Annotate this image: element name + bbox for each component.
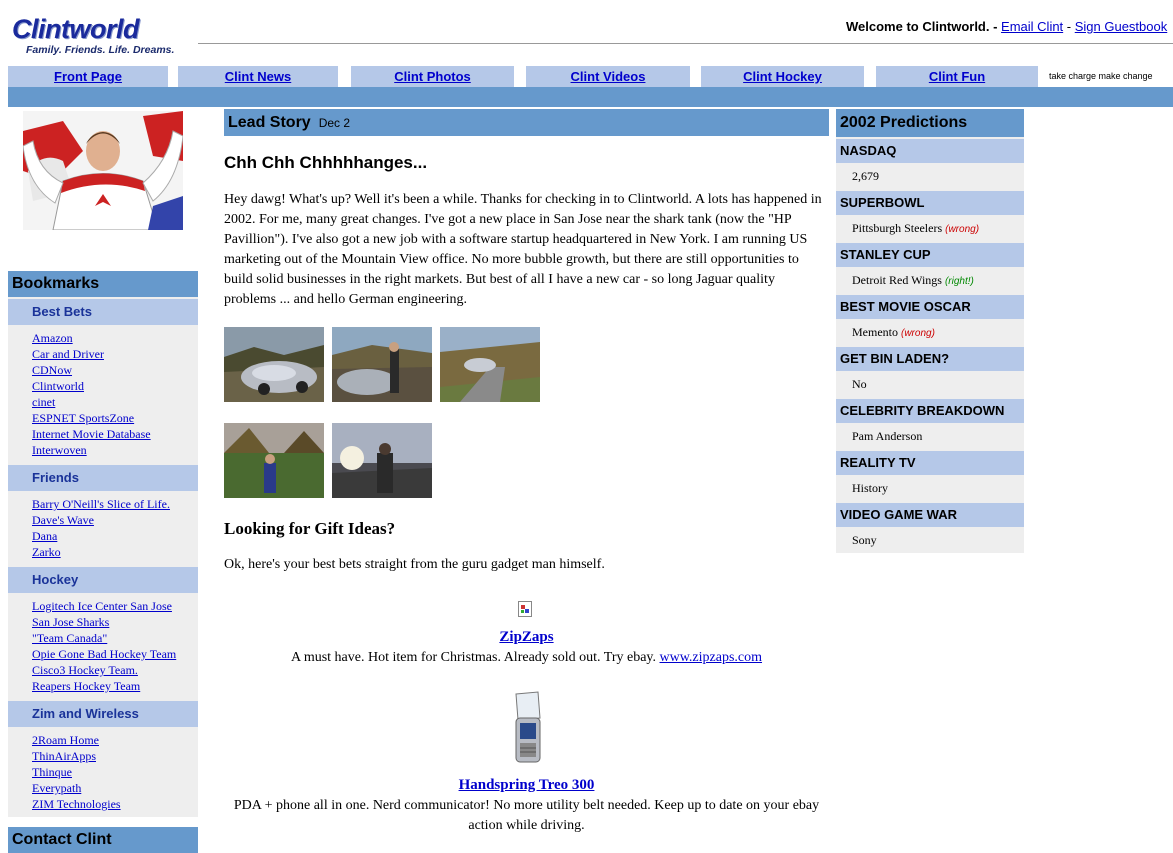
prediction-note: (wrong): [901, 328, 935, 339]
prediction-value: Pittsburgh Steelers: [852, 221, 943, 235]
bookmark-link[interactable]: Opie Gone Bad Hockey Team: [32, 647, 177, 661]
story-title: Chh Chh Chhhhhanges...: [224, 153, 428, 172]
friends-list: [8, 491, 198, 565]
list-item: [32, 426, 198, 442]
predictions-title: 2002 Predictions: [836, 109, 1024, 137]
bookmark-link[interactable]: CDNow: [32, 363, 73, 377]
welcome-separator: -: [1063, 19, 1075, 34]
bookmark-link[interactable]: cinet: [32, 395, 56, 409]
photo-thumbnail[interactable]: [440, 327, 540, 402]
nav-link-clint-hockey[interactable]: Clint Hockey: [743, 69, 822, 84]
list-item: [32, 614, 198, 630]
sign-guestbook-link[interactable]: Sign Guestbook: [1074, 19, 1168, 34]
prediction-category: REALITY TV: [836, 451, 1024, 475]
list-item: [32, 748, 198, 764]
nav-tab-clint-photos[interactable]: [351, 66, 514, 87]
list-item: [32, 544, 198, 560]
nav-tab-clint-hockey[interactable]: [701, 66, 864, 87]
hockey-list: [8, 593, 198, 699]
list-item: [32, 780, 198, 796]
list-item: [32, 442, 198, 458]
list-item: [32, 346, 198, 362]
prediction-value: Sony: [852, 533, 877, 547]
list-item: [32, 330, 198, 346]
prediction-note: (wrong): [945, 224, 980, 235]
prediction-value: Detroit Red Wings: [852, 273, 942, 287]
nav-tab-front-page[interactable]: [8, 66, 168, 87]
bookmark-link[interactable]: Reapers Hockey Team: [32, 679, 141, 693]
gift-name-link[interactable]: ZipZaps: [499, 629, 554, 645]
prediction-category: GET BIN LADEN?: [836, 347, 1024, 371]
bookmark-link[interactable]: Dave's Wave: [32, 513, 94, 527]
best-bets-list: [8, 325, 198, 463]
nav-underbar: [8, 87, 1173, 107]
gift-item-treo: [224, 775, 829, 836]
predictions-panel: [836, 109, 1024, 553]
logo-tagline: Family. Friends. Life. Dreams.: [26, 44, 175, 56]
lead-story-date: Dec 2: [318, 116, 351, 130]
broken-image-icon: [518, 601, 532, 617]
nav-tab-clint-news[interactable]: [178, 66, 338, 87]
bookmark-link[interactable]: Internet Movie Database: [32, 427, 151, 441]
lead-story-bar: [224, 109, 829, 136]
story-body: Hey dawg! What's up? Well it's been a while. Thanks for checking in to Clintworld. A lots has happened in 2002. For me, many great changes. I've got a new place in San Jose near the shark tank (now the "HP Pavillion"). I've also got a new job with a software startup headquartered in New York. I am running US marketing out of the Mountain View office. No more bubble growth, but there are still opportunities to build solid businesses in the right markets. But best of all I have a new car - so long Jaguar quality problems ... and hello German engineering.: [224, 192, 822, 307]
nav-link-clint-fun[interactable]: Clint Fun: [928, 69, 986, 84]
prediction-note: (right!): [944, 276, 974, 287]
nav-slogan: take charge make change: [1049, 71, 1153, 81]
bookmarks-panel: [8, 271, 198, 817]
nav-tab-clint-videos[interactable]: [526, 66, 690, 87]
bookmark-link[interactable]: Dana: [32, 529, 58, 543]
prediction-value: No: [852, 377, 867, 391]
prediction-value-row: [836, 423, 1024, 449]
prediction-value: History: [852, 481, 888, 495]
zim-wireless-list: [8, 727, 198, 817]
email-clint-link[interactable]: Email Clint: [1001, 19, 1064, 34]
list-item: [32, 394, 198, 410]
section-friends: Friends: [8, 465, 198, 491]
prediction-category: BEST MOVIE OSCAR: [836, 295, 1024, 319]
prediction-value-row: [836, 527, 1024, 553]
list-item: [32, 362, 198, 378]
bookmark-link[interactable]: Logitech Ice Center San Jose: [32, 599, 172, 613]
photo-thumbnail[interactable]: [332, 327, 432, 402]
list-item: [32, 528, 198, 544]
site-logo[interactable]: [12, 14, 190, 56]
contact-clint-title: Contact Clint: [8, 827, 198, 853]
prediction-value: Pam Anderson: [852, 429, 923, 443]
prediction-value-row: [836, 215, 1024, 241]
bookmark-link[interactable]: ThinAirApps: [32, 749, 96, 763]
gift-item-zipzaps: [224, 627, 829, 668]
lead-story-label: Lead Story: [228, 114, 311, 131]
gift-ideas-title: Looking for Gift Ideas?: [224, 519, 396, 538]
prediction-value-row: [836, 371, 1024, 397]
bookmark-link[interactable]: Barry O'Neill's Slice of Life.: [32, 497, 170, 511]
bookmark-link[interactable]: Thinque: [32, 765, 72, 779]
bookmark-link[interactable]: Amazon: [32, 331, 73, 345]
list-item: [32, 678, 198, 694]
list-item: [32, 496, 198, 512]
nav-link-front-page[interactable]: Front Page: [54, 69, 122, 84]
list-item: [32, 764, 198, 780]
list-item: [32, 512, 198, 528]
section-best-bets: Best Bets: [8, 299, 198, 325]
list-item: [32, 796, 198, 812]
bookmarks-title: Bookmarks: [8, 271, 198, 297]
nav-link-clint-news[interactable]: Clint News: [224, 69, 292, 84]
gift-description: PDA + phone all in one. Nerd communicator! No more utility belt needed. Keep up to date on your ebay action while driving.: [233, 798, 820, 833]
prediction-value-row: [836, 267, 1024, 293]
gift-name-link[interactable]: Handspring Treo 300: [458, 777, 595, 793]
treo-phone-image: [512, 690, 544, 764]
bookmark-link[interactable]: Clintworld: [32, 379, 85, 393]
bookmark-link[interactable]: Everypath: [32, 781, 82, 795]
list-item: [32, 662, 198, 678]
gift-description: A must have. Hot item for Christmas. Already sold out. Try ebay.: [290, 650, 660, 665]
photo-thumbnail[interactable]: [332, 423, 432, 498]
bookmark-link[interactable]: ESPNET SportsZone: [32, 411, 135, 425]
prediction-category: NASDAQ: [836, 139, 1024, 163]
prediction-value-row: [836, 163, 1024, 189]
prediction-category: SUPERBOWL: [836, 191, 1024, 215]
photo-thumbnail[interactable]: [224, 423, 324, 498]
hero-photo: [23, 111, 183, 230]
bookmark-link[interactable]: 2Roam Home: [32, 733, 99, 747]
list-item: [32, 378, 198, 394]
prediction-category: VIDEO GAME WAR: [836, 503, 1024, 527]
bookmark-link[interactable]: Cisco3 Hockey Team.: [32, 663, 138, 677]
nav-tab-clint-fun[interactable]: [876, 66, 1038, 87]
logo-title: Clintworld: [12, 14, 139, 44]
bookmark-link[interactable]: Zarko: [32, 545, 61, 559]
nav-link-clint-photos[interactable]: Clint Photos: [394, 69, 471, 84]
prediction-category: CELEBRITY BREAKDOWN: [836, 399, 1024, 423]
list-item: [32, 410, 198, 426]
prediction-value: Memento: [852, 325, 898, 339]
bookmark-link[interactable]: "Team Canada": [32, 631, 108, 645]
prediction-value: 2,679: [852, 169, 879, 183]
section-hockey: Hockey: [8, 567, 198, 593]
list-item: [32, 646, 198, 662]
list-item: [32, 598, 198, 614]
prediction-value-row: [836, 319, 1024, 345]
welcome-bar: [846, 19, 1167, 34]
photo-thumbnail[interactable]: [224, 327, 324, 402]
bookmark-link[interactable]: ZIM Technologies: [32, 797, 121, 811]
bookmark-link[interactable]: Car and Driver: [32, 347, 104, 361]
bookmark-link[interactable]: San Jose Sharks: [32, 615, 110, 629]
welcome-text: Welcome to Clintworld. -: [846, 19, 1002, 34]
list-item: [32, 630, 198, 646]
prediction-category: STANLEY CUP: [836, 243, 1024, 267]
list-item: [32, 732, 198, 748]
gift-ideas-intro: Ok, here's your best bets straight from the guru gadget man himself.: [224, 557, 605, 572]
gift-url-link[interactable]: www.zipzaps.com: [659, 650, 763, 665]
header-divider: [198, 43, 1173, 44]
bookmark-link[interactable]: Interwoven: [32, 443, 87, 457]
section-zim-wireless: Zim and Wireless: [8, 701, 198, 727]
prediction-value-row: [836, 475, 1024, 501]
nav-link-clint-videos[interactable]: Clint Videos: [570, 69, 646, 84]
